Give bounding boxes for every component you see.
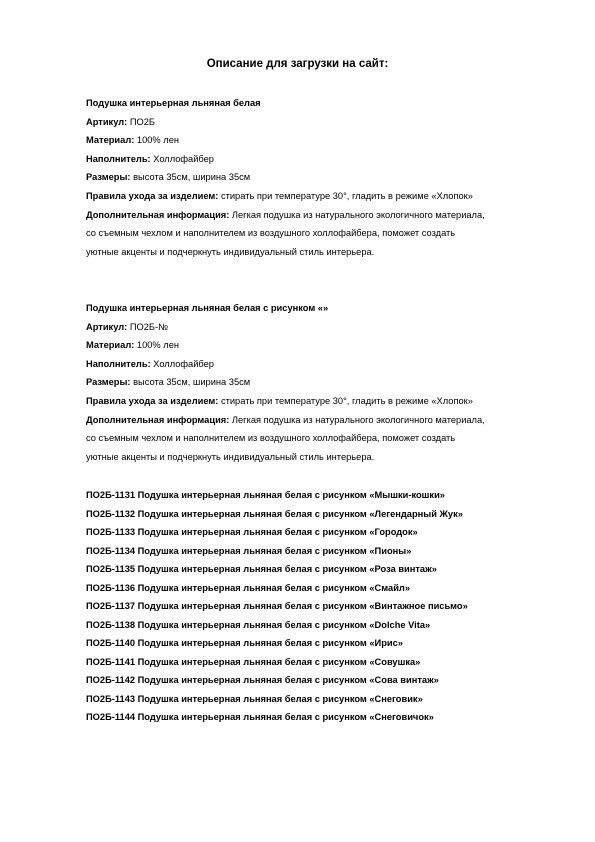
- info-line-3: уютные акценты и подчеркнуть индивидуальный стиль интерьера.: [86, 451, 375, 462]
- care-value: стирать при температуре 30°, гладить в режиме «Хлопок»: [220, 190, 473, 201]
- info-label: Дополнительная информация:: [86, 209, 230, 220]
- care-label: Правила ухода за изделием:: [86, 190, 219, 201]
- article-row: [86, 318, 556, 337]
- list-item: ПО2Б-1134 Подушка интерьерная льняная белая с рисунком «Пионы»: [86, 545, 412, 556]
- info-line-2: со съемным чехлом и наполнителем из воздушного холлофайбера, поможет создать: [86, 228, 456, 239]
- material-label: Материал:: [86, 135, 135, 146]
- list-item: ПО2Б-1141 Подушка интерьерная льняная белая с рисунком «Совушка»: [86, 656, 421, 667]
- info-line-3: уютные акценты и подчеркнуть индивидуальный стиль интерьера.: [86, 246, 375, 257]
- list-item: ПО2Б-1143 Подушка интерьерная льняная белая с рисунком «Снеговик»: [86, 693, 423, 704]
- info-line-2: со съемным чехлом и наполнителем из воздушного холлофайбера, поможет создать: [86, 433, 456, 444]
- info-line-1: Легкая подушка из натурального экологичного материала,: [231, 209, 485, 220]
- product-list: [86, 486, 556, 727]
- article-value: ПО2Б: [129, 116, 156, 127]
- size-label: Размеры:: [86, 172, 131, 183]
- filler-value: Холлофайбер: [153, 153, 214, 164]
- list-item: ПО2Б-1132 Подушка интерьерная льняная белая с рисунком «Легендарный Жук»: [86, 508, 463, 519]
- list-item: ПО2Б-1136 Подушка интерьерная льняная белая с рисунком «Смайл»: [86, 582, 410, 593]
- list-item: ПО2Б-1142 Подушка интерьерная льняная белая с рисунком «Сова винтаж»: [86, 675, 439, 685]
- article-row: [86, 113, 556, 132]
- size-value: высота 35см, ширина 35см: [133, 172, 251, 183]
- document-title: Описание для загрузки на сайт:: [206, 58, 389, 70]
- product-name: Подушка интерьерная льняная белая с рисунком «»: [86, 303, 329, 313]
- material-row: [86, 131, 556, 150]
- care-row: [86, 392, 556, 411]
- material-row: [86, 336, 556, 355]
- product-block-2: [86, 299, 556, 466]
- list-item: ПО2Б-1140 Подушка интерьерная льняная белая с рисунком «Ирис»: [86, 638, 403, 648]
- material-value: 100% лен: [136, 340, 180, 351]
- list-item: ПО2Б-1131 Подушка интерьерная льняная белая с рисунком «Мышки-кошки»: [86, 490, 445, 500]
- article-label: Артикул:: [86, 321, 128, 332]
- info-line-1: Легкая подушка из натурального экологичного материала,: [231, 414, 485, 425]
- list-item: ПО2Б-1133 Подушка интерьерная льняная белая с рисунком «Городок»: [86, 527, 418, 537]
- list-item: ПО2Б-1144 Подушка интерьерная льняная белая с рисунком «Снеговичок»: [86, 712, 434, 722]
- size-label: Размеры:: [86, 377, 131, 388]
- filler-row: [86, 355, 556, 374]
- filler-value: Холлофайбер: [153, 358, 214, 369]
- list-item: ПО2Б-1137 Подушка интерьерная льняная белая с рисунком «Винтажное письмо»: [86, 601, 468, 611]
- size-row: [86, 373, 556, 392]
- article-value: ПО2Б-№: [129, 321, 169, 332]
- filler-label: Наполнитель:: [86, 153, 151, 164]
- care-label: Правила ухода за изделием:: [86, 395, 219, 406]
- material-value: 100% лен: [136, 135, 180, 146]
- list-item: ПО2Б-1138 Подушка интерьерная льняная белая с рисунком «Dolche Vita»: [86, 619, 431, 630]
- size-row: [86, 168, 556, 187]
- care-row: [86, 187, 556, 206]
- product-name: Подушка интерьерная льняная белая: [86, 98, 261, 108]
- list-item: ПО2Б-1135 Подушка интерьерная льняная белая с рисунком «Роза винтаж»: [86, 564, 437, 574]
- info-row: [86, 206, 556, 225]
- filler-row: [86, 150, 556, 169]
- info-row: [86, 411, 556, 430]
- info-label: Дополнительная информация:: [86, 414, 230, 425]
- care-value: стирать при температуре 30°, гладить в режиме «Хлопок»: [220, 395, 473, 406]
- size-value: высота 35см, ширина 35см: [133, 377, 251, 388]
- material-label: Материал:: [86, 340, 135, 351]
- article-label: Артикул:: [86, 116, 128, 127]
- filler-label: Наполнитель:: [86, 358, 151, 369]
- product-block-1: [86, 94, 556, 261]
